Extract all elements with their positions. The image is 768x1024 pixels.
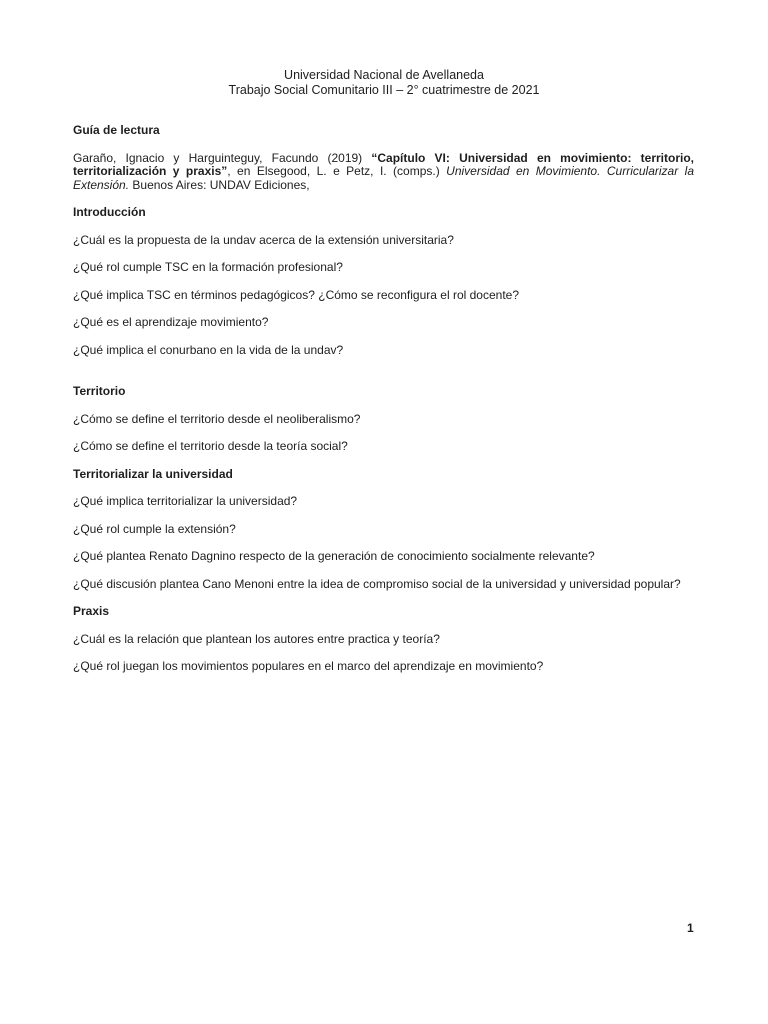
reference-book-title: Universidad en Movimiento. Curricularizar la Extensión. [73,164,694,192]
reference-editors: , en Elsegood, L. e Petz, I. (comps.) [227,164,440,178]
question-item: ¿Qué implica el conurbano en la vida de la undav? [73,342,344,357]
reference-citation [73,152,694,193]
page-number: 1 [687,921,694,935]
reference-chapter-title: “Capítulo VI: Universidad en movimiento: territorio, territorialización y praxis” [73,150,694,178]
section-title-praxis: Praxis [73,604,110,618]
question-item: ¿Cuál es la propuesta de la undav acerca de la extensión universitaria? [73,232,454,247]
institution-name: Universidad Nacional de Avellaneda [284,68,484,82]
section-title-introduccion: Introducción [73,205,146,219]
question-item: ¿Qué rol cumple TSC en la formación profesional? [73,260,343,274]
question-item: ¿Qué plantea Renato Dagnino respecto de la generación de conocimiento socialmente relevante? [73,549,595,563]
guide-title: Guía de lectura [73,123,160,137]
question-item: ¿Qué rol cumple la extensión? [73,521,236,536]
question-item: ¿Qué implica TSC en términos pedagógicos? ¿Cómo se reconfigura el rol docente? [73,287,520,302]
question-item: ¿Cómo se define el territorio desde el neoliberalismo? [73,411,361,426]
course-name: Trabajo Social Comunitario III – 2° cuatrimestre de 2021 [228,83,540,97]
reference-authors: Garaño, Ignacio y Harguinteguy, Facundo (2019) [73,150,363,165]
question-item: ¿Qué discusión plantea Cano Menoni entre la idea de compromiso social de la universidad y universidad popular? [73,576,681,591]
document-body [73,124,694,674]
section-title-territorio: Territorio [73,384,126,398]
document-header [0,68,768,98]
question-item: ¿Qué implica territorializar la universidad? [73,494,298,508]
question-item: ¿Cuál es la relación que plantean los autores entre practica y teoría? [73,631,440,646]
question-item: ¿Qué es el aprendizaje movimiento? [73,315,269,329]
reference-publisher: Buenos Aires: UNDAV Ediciones, [132,177,310,192]
question-item: ¿Cómo se define el territorio desde la teoría social? [73,439,348,453]
section-title-territorializar: Territorializar la universidad [73,466,233,481]
question-item: ¿Qué rol juegan los movimientos populares en el marco del aprendizaje en movimiento? [73,659,544,673]
